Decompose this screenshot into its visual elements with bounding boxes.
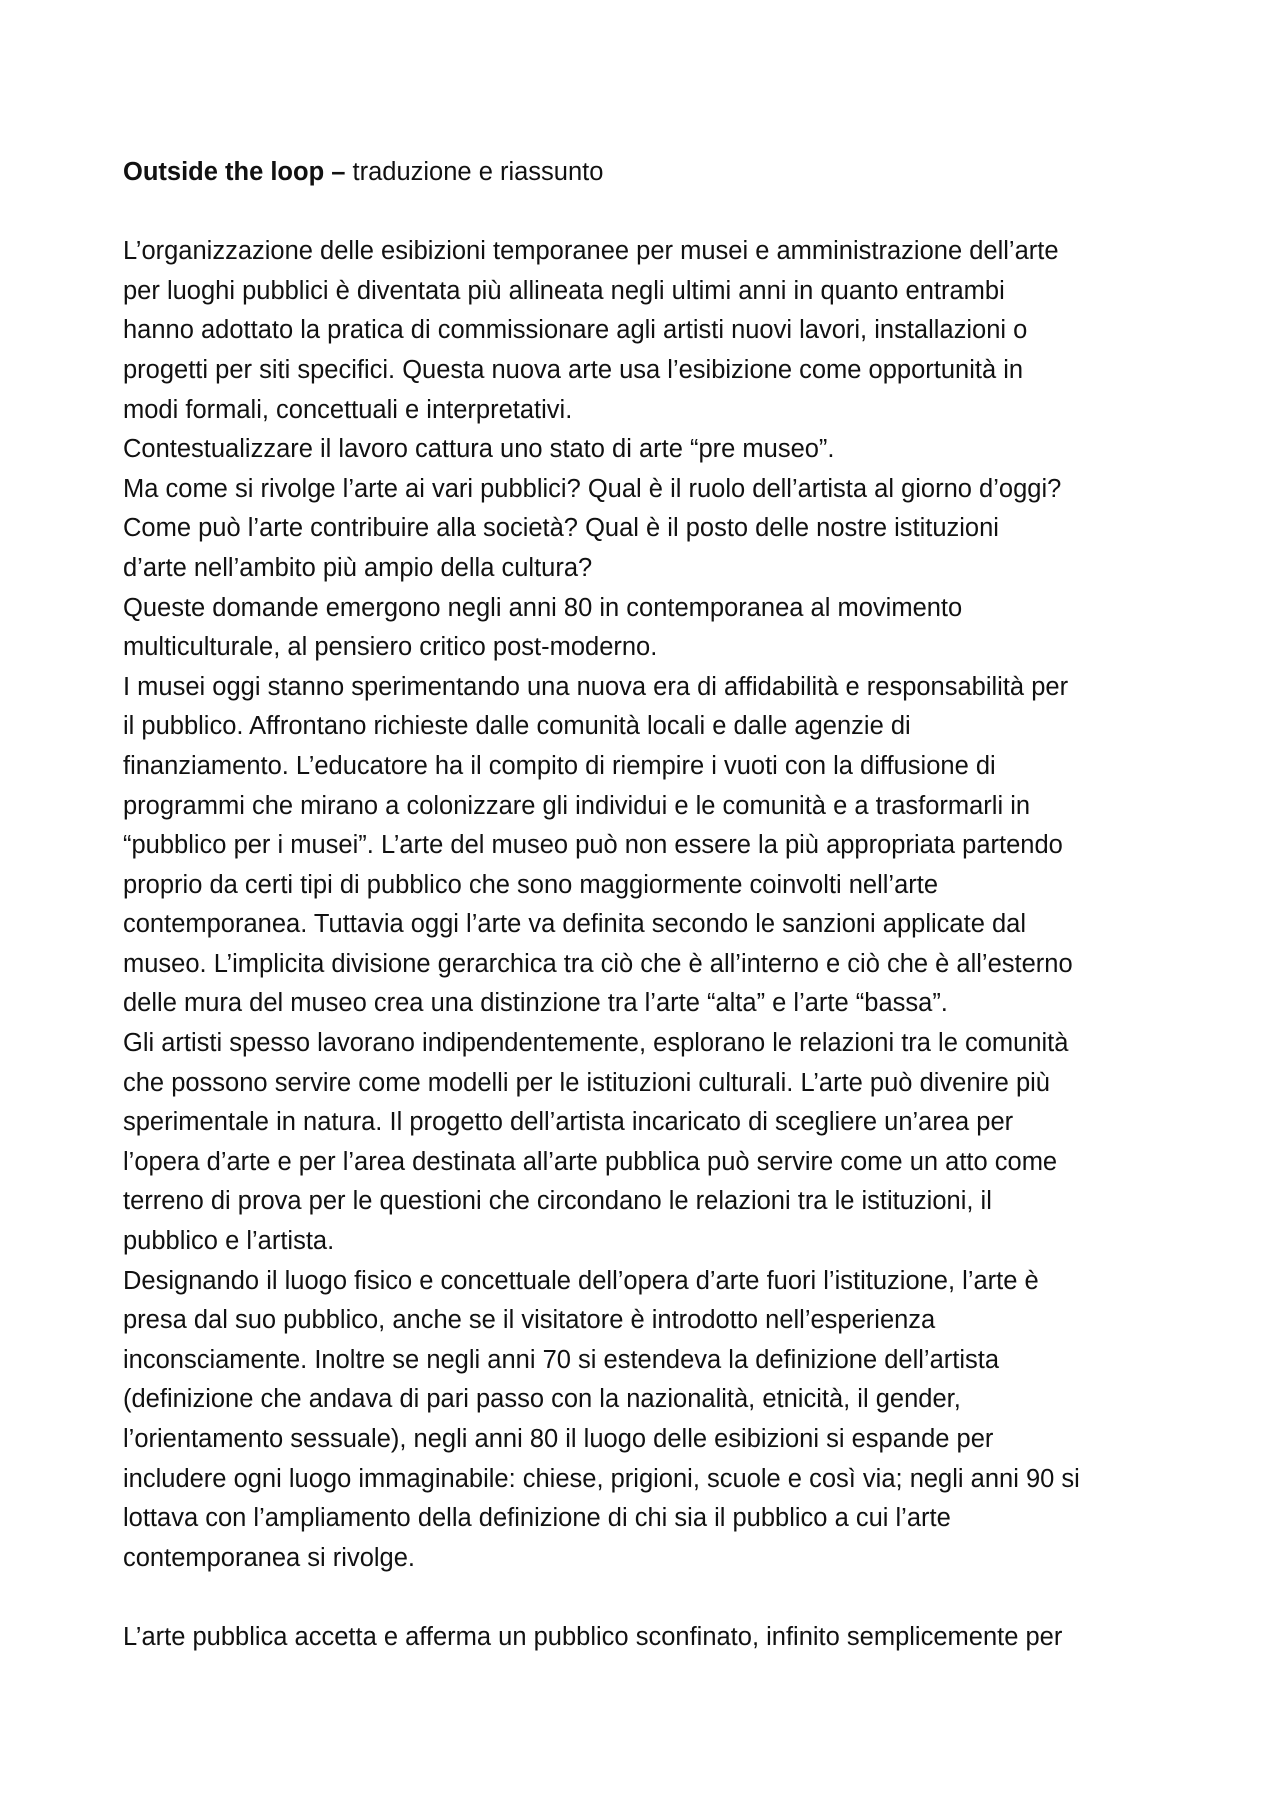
text-line: l’opera d’arte e per l’area destinata all’arte pubblica può servire come un atto come (123, 1147, 1058, 1176)
text-line: pubblico e l’artista. (123, 1227, 335, 1256)
text-line: modi formali, concettuali e interpretativi. (123, 395, 573, 424)
text-line: terreno di prova per le questioni che circondano le relazioni tra le istituzioni, il (123, 1187, 992, 1216)
text-line: contemporanea. Tuttavia oggi l’arte va definita secondo le sanzioni applicate dal (123, 910, 1026, 939)
text-line: “pubblico per i musei”. L’arte del museo può non essere la più appropriata partendo (123, 831, 1063, 860)
text-line: (definizione che andava di pari passo con la nazionalità, etnicità, il gender, (123, 1385, 961, 1414)
text-line: presa dal suo pubblico, anche se il visitatore è introdotto nell’esperienza (123, 1306, 936, 1335)
text-line: finanziamento. L’educatore ha il compito di riempire i vuoti con la diffusione di (123, 751, 996, 780)
text-line: lottava con l’ampliamento della definizione di chi sia il pubblico a cui l’arte (123, 1504, 951, 1533)
text-line: proprio da certi tipi di pubblico che sono maggiormente coinvolti nell’arte (123, 870, 939, 899)
document-title-subtitle: traduzione e riassunto (345, 158, 604, 186)
text-line: l’orientamento sessuale), negli anni 80 il luogo delle esibizioni si espande per (123, 1425, 994, 1453)
text-line: Designando il luogo fisico e concettuale dell’opera d’arte fuori l’istituzione, l’arte è (123, 1266, 1039, 1295)
text-line: il pubblico. Affrontano richieste dalle comunità locali e dalle agenzie di (123, 712, 911, 741)
text-line: d’arte nell’ambito più ampio della cultura? (123, 553, 593, 582)
text-line: museo. L’implicita divisione gerarchica tra ciò che è all’interno e ciò che è all’esterno (123, 949, 1073, 978)
main-paragraph (123, 232, 1173, 1578)
text-line: Ma come si rivolge l’arte ai vari pubblici? Qual è il ruolo dell’artista al giorno d’oggi? (123, 474, 1062, 503)
text-line: delle mura del museo crea una distinzione tra l’arte “alta” e l’arte “bassa”. (123, 989, 948, 1018)
text-line: Gli artisti spesso lavorano indipendentemente, esplorano le relazioni tra le comunità (123, 1029, 1069, 1058)
final-paragraph-line: L’arte pubblica accetta e afferma un pubblico sconfinato, infinito semplicemente per (123, 1622, 1063, 1651)
text-line: I musei oggi stanno sperimentando una nuova era di affidabilità e responsabilità per (123, 672, 1069, 701)
text-line: per luoghi pubblici è diventata più allineata negli ultimi anni in quanto entrambi (123, 276, 1005, 305)
text-line: progetti per siti specifici. Questa nuova arte usa l’esibizione come opportunità in (123, 355, 1024, 384)
text-line: programmi che mirano a colonizzare gli individui e le comunità e a trasformarli in (123, 791, 1031, 820)
text-line: Queste domande emergono negli anni 80 in contemporanea al movimento (123, 593, 963, 622)
text-line: hanno adottato la pratica di commissionare agli artisti nuovi lavori, installazioni o (123, 316, 1028, 345)
text-line: includere ogni luogo immaginabile: chiese, prigioni, scuole e così via; negli anni 90 si (123, 1464, 1080, 1493)
text-line: inconsciamente. Inoltre se negli anni 70 si estendeva la definizione dell’artista (123, 1345, 1000, 1374)
text-line: Contestualizzare il lavoro cattura uno stato di arte “pre museo”. (123, 435, 835, 464)
document-title-bold: Outside the loop – (123, 158, 346, 186)
document-body (123, 153, 1173, 1658)
blank-line (123, 1578, 1173, 1618)
text-line: contemporanea si rivolge. (123, 1543, 415, 1572)
blank-line (123, 193, 1173, 233)
text-line: Come può l’arte contribuire alla società? Qual è il posto delle nostre istituzioni (123, 514, 999, 543)
text-line: sperimentale in natura. Il progetto dell’artista incaricato di scegliere un’area per (123, 1108, 1014, 1137)
text-line: multiculturale, al pensiero critico post-moderno. (123, 633, 658, 662)
text-line: che possono servire come modelli per le istituzioni culturali. L’arte può divenire più (123, 1068, 1050, 1097)
document-title (123, 153, 1173, 193)
text-line: L’organizzazione delle esibizioni temporanee per musei e amministrazione dell’arte (123, 237, 1059, 266)
